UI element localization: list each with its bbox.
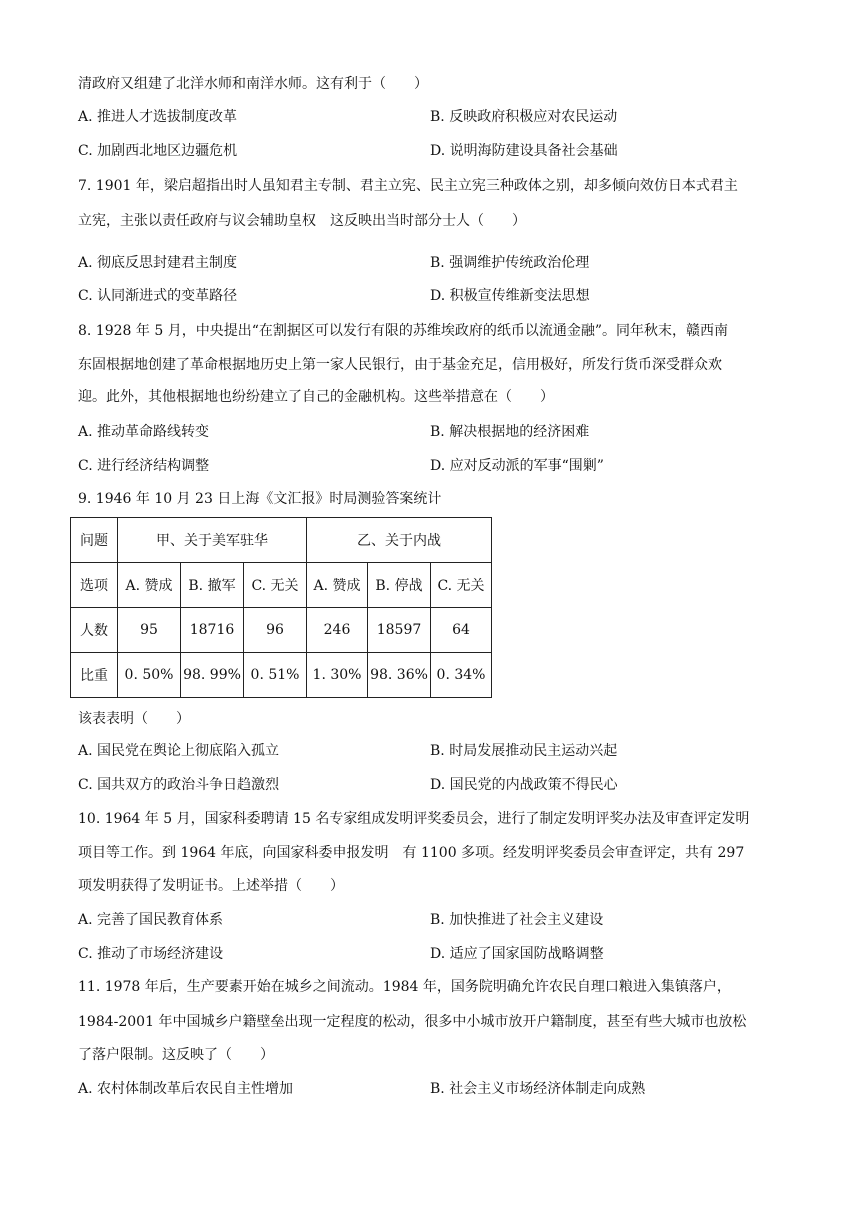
table-cell: B. 撤军 <box>181 563 244 608</box>
table-cell: 1. 30% <box>307 653 368 698</box>
table-cell: 246 <box>307 608 368 653</box>
q9-option-d: D. 国民党的内战政策不得民心 <box>430 777 618 793</box>
table-cell: 18597 <box>368 608 431 653</box>
q8-option-c: C. 进行经济结构调整 <box>78 458 210 474</box>
q8-stem-line: 8. 1928 年 5 月，中央提出“在割据区可以发行有限的苏维埃政府的纸币以流通金融”。同年秋末，赣西南 <box>78 323 729 339</box>
q10-option-b: B. 加快推进了社会主义建设 <box>430 912 604 928</box>
q6-option-c: C. 加剧西北地区边疆危机 <box>78 143 238 159</box>
survey-table <box>70 517 492 698</box>
q9-option-c: C. 国共双方的政治斗争日趋激烈 <box>78 777 280 793</box>
q7-option-d: D. 积极宣传维新变法思想 <box>430 288 590 304</box>
table-cell: 98. 36% <box>368 653 431 698</box>
table-cell: A. 赞成 <box>307 563 368 608</box>
table-cell: 甲、关于美军驻华 <box>118 518 307 563</box>
table-cell: 98. 99% <box>181 653 244 698</box>
table-cell: A. 赞成 <box>118 563 181 608</box>
q7-stem-line: 立宪，主张以责任政府与议会辅助皇权 这反映出当时部分士人（ ） <box>78 213 526 229</box>
table-cell: 人数 <box>71 608 118 653</box>
q6-option-a: A. 推进人才选拔制度改革 <box>78 109 238 125</box>
q8-option-d: D. 应对反动派的军事“围剿” <box>430 458 604 474</box>
table-cell: 0. 34% <box>431 653 492 698</box>
q8-stem-line: 迎。此外，其他根据地也纷纷建立了自己的金融机构。这些举措意在（ ） <box>78 389 554 405</box>
q8-option-a: A. 推动革命路线转变 <box>78 424 210 440</box>
q6-option-d: D. 说明海防建设具备社会基础 <box>430 143 618 159</box>
q10-option-a: A. 完善了国民教育体系 <box>78 912 224 928</box>
table-cell: 18716 <box>181 608 244 653</box>
q11-option-b: B. 社会主义市场经济体制走向成熟 <box>430 1081 646 1097</box>
q9-title: 9. 1946 年 10 月 23 日上海《文汇报》时局测验答案统计 <box>78 491 442 507</box>
q6-option-b: B. 反映政府积极应对农民运动 <box>430 109 618 125</box>
q9-option-a: A. 国民党在舆论上彻底陷入孤立 <box>78 743 280 759</box>
table-row <box>71 608 492 653</box>
q9-option-b: B. 时局发展推动民主运动兴起 <box>430 743 618 759</box>
table-cell: 0. 50% <box>118 653 181 698</box>
q11-option-a: A. 农村体制改革后农民自主性增加 <box>78 1081 294 1097</box>
q10-option-d: D. 适应了国家国防战略调整 <box>430 946 604 962</box>
table-cell: 96 <box>244 608 307 653</box>
q8-option-b: B. 解决根据地的经济困难 <box>430 424 590 440</box>
q7-option-a: A. 彻底反思封建君主制度 <box>78 255 238 271</box>
table-cell: 0. 51% <box>244 653 307 698</box>
q8-stem-line: 东固根据地创建了革命根据地历史上第一家人民银行，由于基金充足，信用极好，所发行货币深受群众欢 <box>78 357 722 373</box>
table-cell: 64 <box>431 608 492 653</box>
q6-stem-tail: 清政府又组建了北洋水师和南洋水师。这有利于（ ） <box>78 76 428 92</box>
q7-stem-line: 7. 1901 年，梁启超指出时人虽知君主专制、君主立宪、民主立宪三种政体之别，却多倾向效仿日本式君主 <box>78 178 738 194</box>
table-row <box>71 563 492 608</box>
table-row <box>71 518 492 563</box>
table-cell: 选项 <box>71 563 118 608</box>
table-row <box>71 653 492 698</box>
q7-option-b: B. 强调维护传统政治伦理 <box>430 255 590 271</box>
table-cell: B. 停战 <box>368 563 431 608</box>
q7-option-c: C. 认同渐进式的变革路径 <box>78 288 238 304</box>
q9-stem: 该表表明（ ） <box>78 711 190 727</box>
table-cell: 乙、关于内战 <box>307 518 492 563</box>
q10-stem-line: 项目等工作。到 1964 年底，向国家科委申报发明 有 1100 多项。经发明评奖委员会审查评定，共有 297 <box>78 845 745 861</box>
table-cell: 比重 <box>71 653 118 698</box>
q11-stem-line: 11. 1978 年后，生产要素开始在城乡之间流动。1984 年，国务院明确允许农民自理口粮进入集镇落户， <box>78 979 731 995</box>
q11-stem-line: 1984-2001 年中国城乡户籍壁垒出现一定程度的松动，很多中小城市放开户籍制度，甚至有些大城市也放松 <box>78 1014 747 1030</box>
q11-stem-line: 了落户限制。这反映了（ ） <box>78 1047 274 1063</box>
table-cell: C. 无关 <box>244 563 307 608</box>
q10-stem-line: 项发明获得了发明证书。上述举措（ ） <box>78 878 344 894</box>
table-cell: 问题 <box>71 518 118 563</box>
q10-option-c: C. 推动了市场经济建设 <box>78 946 224 962</box>
table-cell: C. 无关 <box>431 563 492 608</box>
q10-stem-line: 10. 1964 年 5 月，国家科委聘请 15 名专家组成发明评奖委员会，进行了制定发明评奖办法及审查评定发明 <box>78 811 750 827</box>
table-cell: 95 <box>118 608 181 653</box>
